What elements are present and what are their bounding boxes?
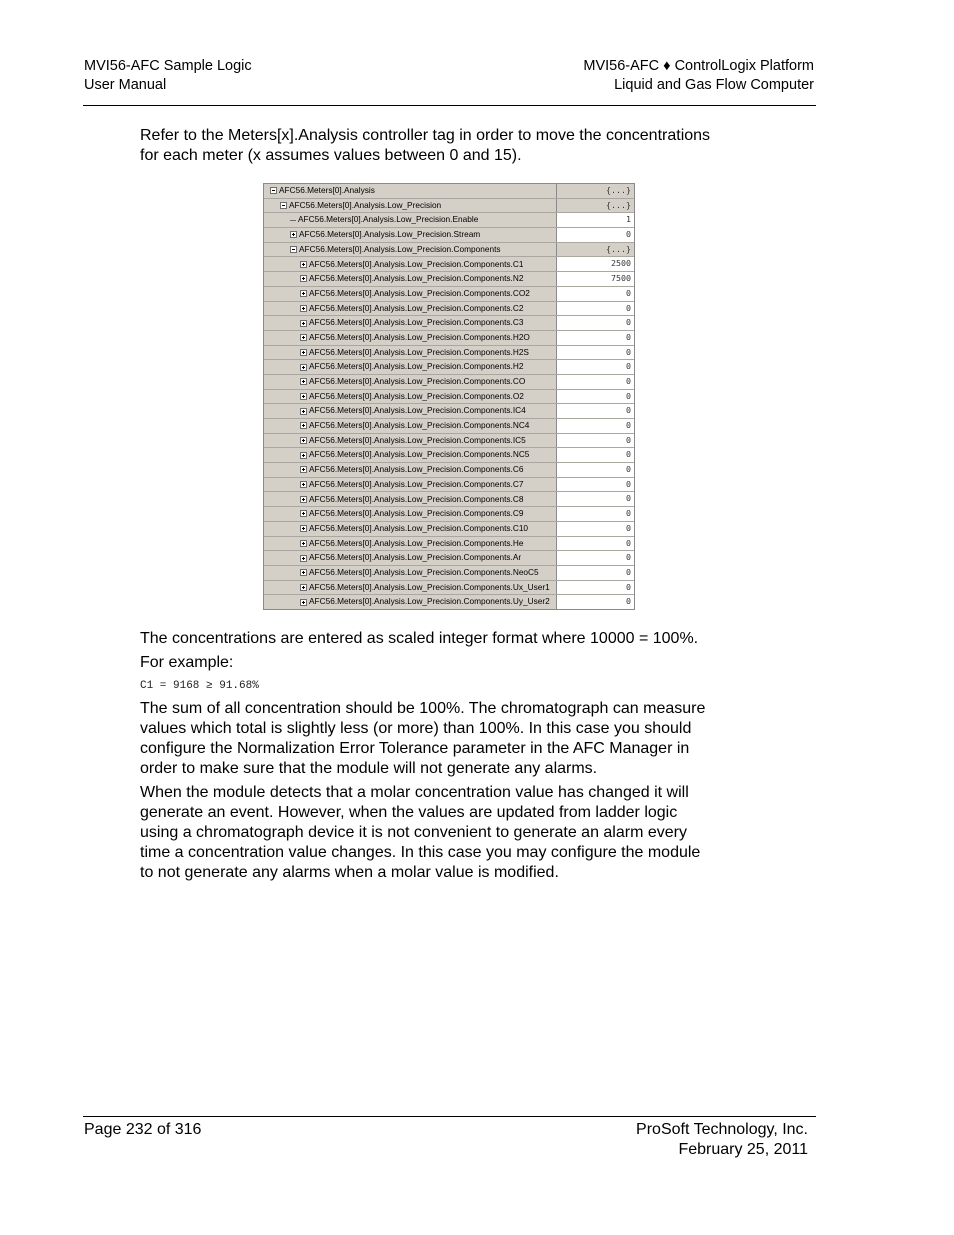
controller-tag-table (263, 183, 635, 610)
tree-line-icon (290, 220, 296, 221)
tag-name-text: AFC56.Meters[0].Analysis.Low_Precision.Stream (299, 229, 481, 240)
expand-plus-icon[interactable] (300, 525, 307, 532)
tag-value-cell[interactable]: 0 (557, 566, 634, 580)
tag-row[interactable] (264, 272, 634, 287)
tag-name-cell (264, 463, 557, 477)
tag-name-cell (264, 448, 557, 462)
tag-name-cell (264, 346, 557, 360)
tag-name-cell (264, 184, 557, 198)
detect-line: to not generate any alarms when a molar value is modified. (140, 864, 559, 881)
tag-name-text: AFC56.Meters[0].Analysis.Low_Precision.Components.C8 (309, 493, 524, 504)
sum-line: The sum of all concentration should be 100%. The chromatograph can measure (140, 700, 706, 717)
tag-value-cell[interactable]: 0 (557, 537, 634, 551)
tag-name-text: AFC56.Meters[0].Analysis.Low_Precision.Components.N2 (309, 273, 524, 284)
tag-value-cell[interactable]: 0 (557, 434, 634, 448)
tag-name-cell (264, 537, 557, 551)
tag-name-text: AFC56.Meters[0].Analysis.Low_Precision.Components.NC4 (309, 420, 530, 431)
example-label: For example: (140, 654, 234, 671)
tag-row[interactable] (264, 507, 634, 522)
expand-plus-icon[interactable] (300, 393, 307, 400)
tag-name-text: AFC56.Meters[0].Analysis.Low_Precision.Components.C3 (309, 317, 524, 328)
tag-value-cell[interactable]: 0 (557, 419, 634, 433)
expand-plus-icon[interactable] (300, 555, 307, 562)
expand-plus-icon[interactable] (300, 334, 307, 341)
tag-row[interactable] (264, 566, 634, 581)
detect-line: time a concentration value changes. In this case you may configure the module (140, 844, 701, 861)
scaled-format-text: The concentrations are entered as scaled integer format where 10000 = 100%. (140, 630, 699, 647)
product-platform: MVI56-AFC ♦ ControlLogix Platform (583, 58, 814, 74)
tag-row[interactable] (264, 419, 634, 434)
tag-value-cell[interactable]: 0 (557, 316, 634, 330)
tag-value-cell[interactable]: 0 (557, 331, 634, 345)
expand-plus-icon[interactable] (300, 452, 307, 459)
collapse-minus-icon[interactable] (280, 202, 287, 209)
header-left (84, 57, 252, 95)
tag-name-cell (264, 302, 557, 316)
tag-row[interactable] (264, 331, 634, 346)
tag-row[interactable] (264, 551, 634, 566)
expand-plus-icon[interactable] (300, 584, 307, 591)
tag-value-cell[interactable]: 0 (557, 581, 634, 595)
tag-value-cell[interactable]: {...} (557, 243, 634, 257)
tag-name-text: AFC56.Meters[0].Analysis.Low_Precision.Components.IC4 (309, 405, 526, 416)
example-paragraph (140, 653, 780, 673)
tag-row[interactable] (264, 243, 634, 258)
expand-plus-icon[interactable] (300, 599, 307, 606)
tag-name-cell (264, 581, 557, 595)
tag-name-text: AFC56.Meters[0].Analysis.Low_Precision.Components.O2 (309, 390, 524, 401)
product-description: Liquid and Gas Flow Computer (614, 77, 814, 93)
expand-plus-icon[interactable] (300, 481, 307, 488)
tag-row[interactable] (264, 228, 634, 243)
tag-row[interactable] (264, 463, 634, 478)
scaled-format-paragraph (140, 629, 780, 649)
tag-value-cell[interactable]: 0 (557, 390, 634, 404)
sum-line: configure the Normalization Error Tolerance parameter in the AFC Manager in (140, 740, 690, 757)
expand-plus-icon[interactable] (300, 364, 307, 371)
tag-row[interactable] (264, 287, 634, 302)
tag-name-text: AFC56.Meters[0].Analysis.Low_Precision.Components.CO2 (309, 287, 530, 298)
tag-value-cell[interactable]: 0 (557, 346, 634, 360)
tag-name-text: AFC56.Meters[0].Analysis.Low_Precision.Enable (298, 214, 479, 225)
tag-name-cell (264, 331, 557, 345)
tag-value-cell[interactable]: 1 (557, 213, 634, 227)
tag-row[interactable] (264, 404, 634, 419)
tag-name-text: AFC56.Meters[0].Analysis.Low_Precision (289, 199, 442, 210)
expand-plus-icon[interactable] (300, 496, 307, 503)
tag-name-text: AFC56.Meters[0].Analysis.Low_Precision.Components (299, 243, 501, 254)
tag-name-cell (264, 287, 557, 301)
expand-plus-icon[interactable] (300, 510, 307, 517)
expand-plus-icon[interactable] (300, 290, 307, 297)
tag-row[interactable] (264, 434, 634, 449)
tag-value-cell[interactable]: 0 (557, 302, 634, 316)
tag-value-cell[interactable]: 0 (557, 492, 634, 506)
tag-name-text: AFC56.Meters[0].Analysis.Low_Precision.Components.Ar (309, 552, 522, 563)
tag-row[interactable] (264, 316, 634, 331)
intro-line: Refer to the Meters[x].Analysis controller tag in order to move the concentrations (140, 127, 711, 144)
expand-plus-icon[interactable] (300, 320, 307, 327)
tag-name-cell (264, 375, 557, 389)
tag-name-text: AFC56.Meters[0].Analysis.Low_Precision.Components.H2O (309, 331, 530, 342)
tag-name-cell (264, 272, 557, 286)
expand-plus-icon[interactable] (300, 422, 307, 429)
tag-name-text: AFC56.Meters[0].Analysis.Low_Precision.Components.C6 (309, 464, 524, 475)
doc-title: MVI56-AFC Sample Logic (84, 58, 252, 74)
tag-value-cell[interactable]: 0 (557, 228, 634, 242)
doc-subtitle: User Manual (84, 77, 167, 93)
header-rule (83, 105, 816, 106)
tag-name-text: AFC56.Meters[0].Analysis.Low_Precision.Components.C2 (309, 302, 524, 313)
tag-name-text: AFC56.Meters[0].Analysis.Low_Precision.Components.C1 (309, 258, 524, 269)
tag-value-cell[interactable]: 0 (557, 551, 634, 565)
expand-plus-icon[interactable] (300, 540, 307, 547)
tag-name-cell (264, 404, 557, 418)
tag-name-cell (264, 228, 557, 242)
page-number: Page 232 of 316 (84, 1121, 202, 1138)
tag-value-cell[interactable]: 0 (557, 463, 634, 477)
company-name: ProSoft Technology, Inc. (636, 1121, 808, 1138)
tag-name-cell (264, 492, 557, 506)
footer-left (84, 1120, 201, 1140)
intro-paragraph (140, 126, 780, 166)
tag-value-cell[interactable]: 0 (557, 287, 634, 301)
tag-name-cell (264, 478, 557, 492)
tag-row[interactable] (264, 522, 634, 537)
tag-row[interactable] (264, 257, 634, 272)
expand-plus-icon[interactable] (300, 305, 307, 312)
tag-row[interactable] (264, 492, 634, 507)
detect-line: generate an event. However, when the values are updated from ladder logic (140, 804, 678, 821)
tag-row[interactable] (264, 595, 634, 610)
sum-line: order to make sure that the module will not generate any alarms. (140, 760, 598, 777)
collapse-minus-icon[interactable] (270, 187, 277, 194)
tag-name-cell (264, 316, 557, 330)
tag-name-cell (264, 566, 557, 580)
tag-value-cell[interactable]: 0 (557, 522, 634, 536)
tag-row[interactable] (264, 213, 634, 228)
tag-name-cell (264, 257, 557, 271)
tag-name-text: AFC56.Meters[0].Analysis.Low_Precision.Components.Ux_User1 (309, 581, 550, 592)
tag-value-cell[interactable]: 0 (557, 375, 634, 389)
tag-name-text: AFC56.Meters[0].Analysis.Low_Precision.Components.NC5 (309, 449, 530, 460)
tag-name-cell (264, 419, 557, 433)
tag-row[interactable] (264, 375, 634, 390)
tag-value-cell[interactable]: 7500 (557, 272, 634, 286)
expand-plus-icon[interactable] (300, 437, 307, 444)
tag-value-cell[interactable]: 2500 (557, 257, 634, 271)
tag-name-text: AFC56.Meters[0].Analysis.Low_Precision.Components.C10 (309, 522, 529, 533)
tag-value-cell[interactable]: 0 (557, 448, 634, 462)
tag-row[interactable] (264, 199, 634, 214)
tag-name-text: AFC56.Meters[0].Analysis.Low_Precision.Components.C9 (309, 508, 524, 519)
expand-plus-icon[interactable] (300, 349, 307, 356)
expand-plus-icon[interactable] (300, 275, 307, 282)
sum-line: values which total is slightly less (or more) than 100%. In this case you should (140, 720, 692, 737)
detect-line: When the module detects that a molar concentration value has changed it will (140, 784, 689, 801)
tag-name-text: AFC56.Meters[0].Analysis (279, 185, 375, 196)
tag-name-cell (264, 522, 557, 536)
tag-value-cell[interactable]: 0 (557, 478, 634, 492)
detect-line: using a chromatograph device it is not convenient to generate an alarm every (140, 824, 687, 841)
code-example: C1 = 9168 ≥ 91.68% (140, 680, 259, 692)
expand-plus-icon[interactable] (300, 261, 307, 268)
tag-name-cell (264, 434, 557, 448)
sum-paragraph (140, 699, 780, 779)
tag-row[interactable] (264, 184, 634, 199)
footer-right (636, 1120, 808, 1160)
detect-paragraph (140, 783, 780, 883)
expand-plus-icon[interactable] (300, 408, 307, 415)
tag-row[interactable] (264, 390, 634, 405)
tag-row[interactable] (264, 537, 634, 552)
expand-plus-icon[interactable] (300, 378, 307, 385)
publish-date: February 25, 2011 (678, 1141, 808, 1158)
tag-value-cell[interactable]: 0 (557, 595, 634, 609)
tag-value-cell[interactable]: 0 (557, 507, 634, 521)
tag-name-text: AFC56.Meters[0].Analysis.Low_Precision.Components.CO (309, 376, 526, 387)
tag-name-cell (264, 595, 557, 609)
tag-name-text: AFC56.Meters[0].Analysis.Low_Precision.Components.Uy_User2 (309, 596, 550, 607)
tag-name-cell (264, 199, 557, 213)
tag-name-cell (264, 243, 557, 257)
tag-name-text: AFC56.Meters[0].Analysis.Low_Precision.Components.IC5 (309, 434, 526, 445)
tag-name-cell (264, 213, 557, 227)
footer-rule (83, 1116, 816, 1117)
tag-row[interactable] (264, 581, 634, 596)
tag-row[interactable] (264, 360, 634, 375)
tag-name-text: AFC56.Meters[0].Analysis.Low_Precision.Components.He (309, 537, 524, 548)
header-right (583, 57, 814, 95)
tag-name-cell (264, 507, 557, 521)
expand-plus-icon[interactable] (300, 569, 307, 576)
tag-row[interactable] (264, 478, 634, 493)
tag-row[interactable] (264, 346, 634, 361)
tag-value-cell[interactable]: 0 (557, 360, 634, 374)
intro-line: for each meter (x assumes values between 0 and 15). (140, 147, 522, 164)
expand-plus-icon[interactable] (300, 466, 307, 473)
tag-name-cell (264, 551, 557, 565)
tag-name-cell (264, 390, 557, 404)
tag-value-cell[interactable]: {...} (557, 184, 634, 198)
tag-name-text: AFC56.Meters[0].Analysis.Low_Precision.Components.H2S (309, 346, 529, 357)
tag-value-cell[interactable]: 0 (557, 404, 634, 418)
tag-name-text: AFC56.Meters[0].Analysis.Low_Precision.Components.C7 (309, 478, 524, 489)
collapse-minus-icon[interactable] (290, 246, 297, 253)
expand-plus-icon[interactable] (290, 231, 297, 238)
tag-value-cell[interactable]: {...} (557, 199, 634, 213)
tag-name-cell (264, 360, 557, 374)
tag-row[interactable] (264, 302, 634, 317)
tag-name-text: AFC56.Meters[0].Analysis.Low_Precision.Components.NeoC5 (309, 566, 539, 577)
tag-row[interactable] (264, 448, 634, 463)
tag-name-text: AFC56.Meters[0].Analysis.Low_Precision.Components.H2 (309, 361, 524, 372)
